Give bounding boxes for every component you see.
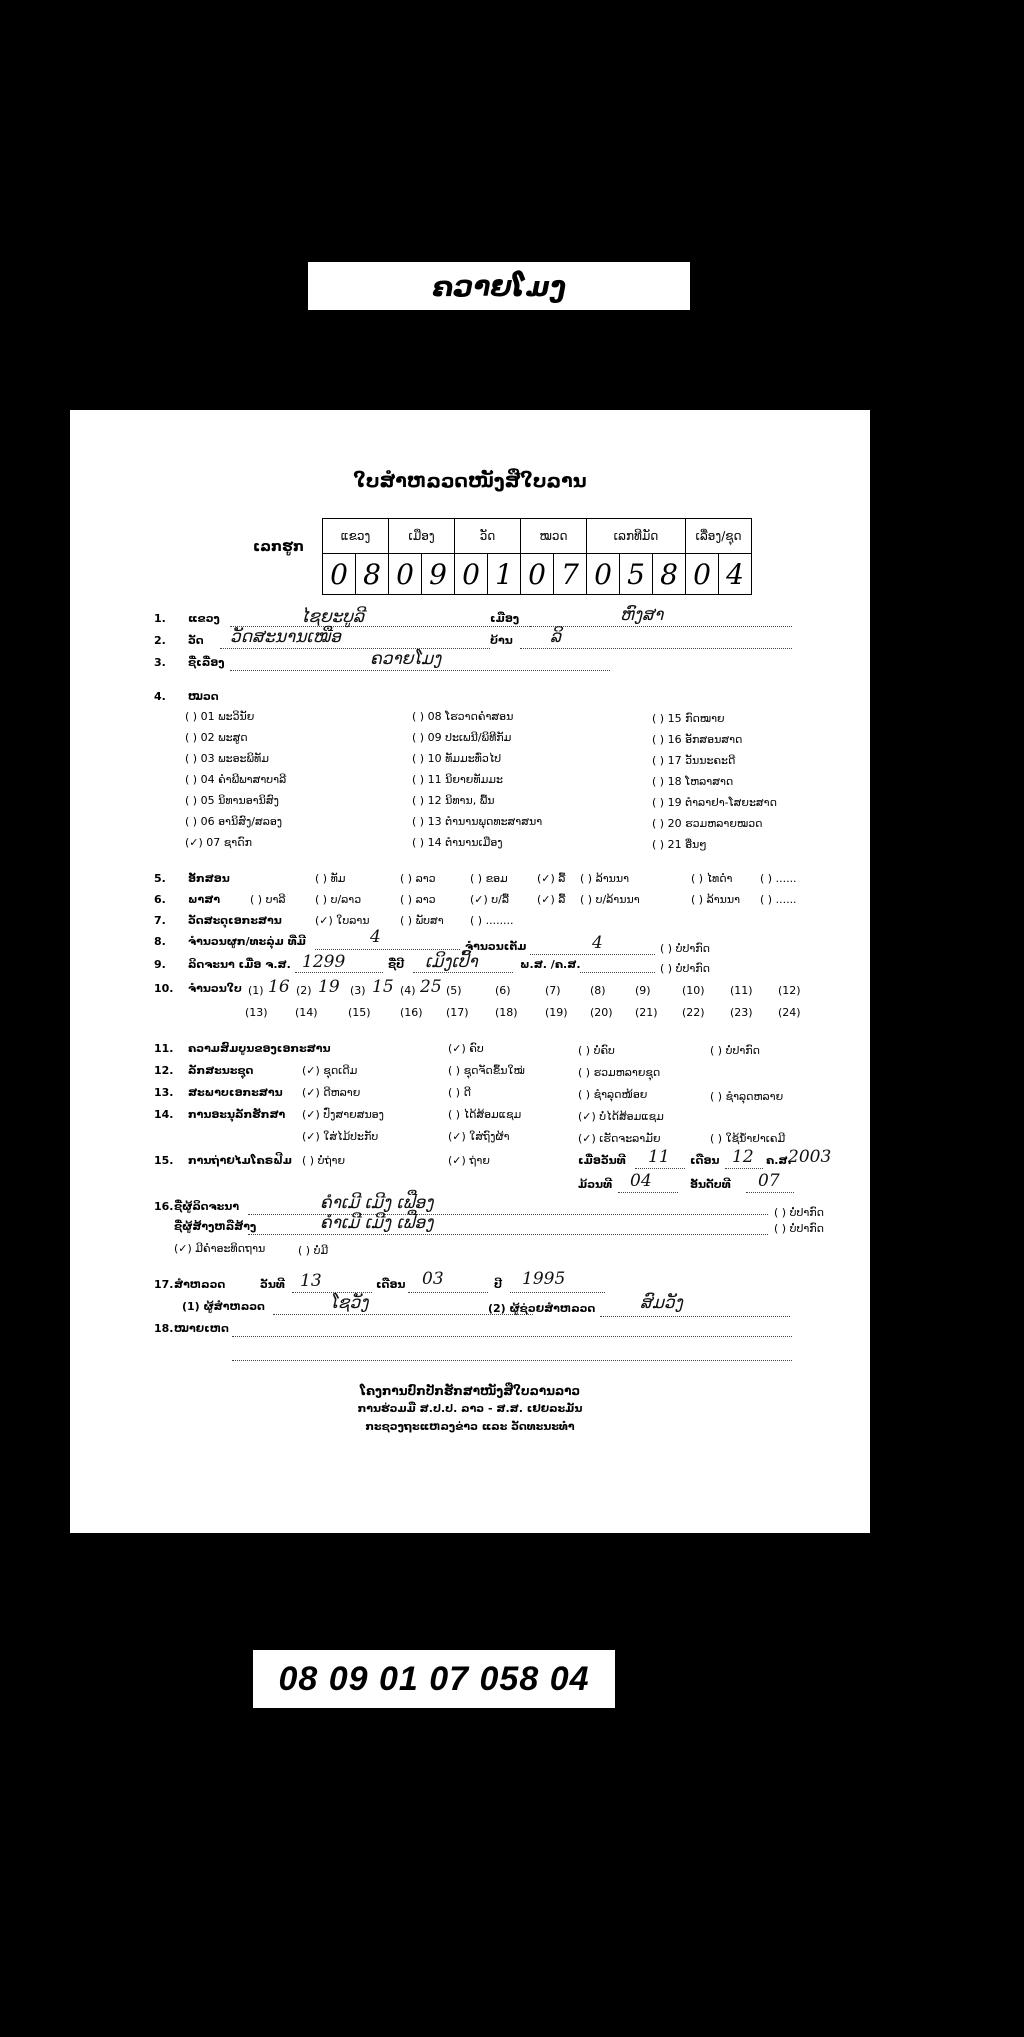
row8-label2: ຈຳນວນເຕັມ [465,940,527,953]
language-option[interactable]: ( ) ລາວ [400,893,436,906]
survey-year: 1995 [522,1269,566,1289]
row9-label2: ຊື່ປີ [388,958,405,971]
row14-label: ການອະນຸລັກຮັກສາ [188,1108,286,1121]
leaves-index: (1) [248,984,264,997]
row16-label2: ຊື່ຜູ້ສ້າງຫລືສ້າງ [174,1220,257,1233]
conservation-option-selected[interactable]: (✓) ເຮັດຈະລາມັຍ [578,1132,661,1145]
leaves-index: (21) [635,1006,658,1019]
footer-cooperation: ການຮ່ວມມື ສ.ປ.ປ. ລາວ - ສ.ສ. ເຢຍລະມັນ [357,1402,583,1415]
survey-day-label: ວັນທີ [260,1278,285,1291]
leaves-index: (22) [682,1006,705,1019]
category-option[interactable]: ( ) 09 ປະເພນີ/ພິທີກັມ [412,731,512,744]
fascicles-count: 4 [370,927,381,947]
row2-num: 2. [154,634,166,647]
province-value: ໄຊຍະບູລີ [300,607,365,627]
microfilm-reel: 04 [630,1171,652,1191]
cs-year-value: 1299 [302,952,346,972]
leaves-index: (6) [495,984,511,997]
row11-num: 11. [154,1042,174,1055]
completeness-option[interactable]: ( ) ບໍ່ຄົບ [578,1044,615,1057]
row12-label: ລັກສະນະຊຸດ [188,1064,254,1077]
row9-label: ລິດຈະນາ ເມື່ອ ຈ.ສ. [188,958,291,971]
script-option[interactable]: ( ) ...... [760,872,797,885]
script-option[interactable]: ( ) ລ້ານນາ [580,872,630,885]
district-value: ຫົງສາ [620,605,664,625]
language-option[interactable]: ( ) ບ/ລ້ານນາ [580,893,640,906]
prayer-option[interactable]: ( ) ບໍ່ມີ [298,1244,329,1257]
conservation-option[interactable]: ( ) ໄດ້ສ້ອມແຊມ [448,1108,522,1121]
microfilm-option-selected[interactable]: (✓) ຖ່າຍ [448,1154,490,1167]
microfilm-year: 2003 [788,1147,832,1167]
row7-label: ວັດສະດຸເອກະສານ [188,914,282,927]
category-option[interactable]: ( ) 21 ອື່ນໆ [652,838,707,851]
script-option[interactable]: ( ) ໄທດຳ [691,872,733,885]
leaves-index: (16) [400,1006,423,1019]
leaves-index: (3) [350,984,366,997]
code-label: ເລກຮູກ [253,539,305,555]
category-option[interactable]: ( ) 15 ກົດໝາຍ [652,712,725,725]
category-option[interactable]: ( ) 06 ອານິສົງ/ສລອງ [185,815,283,828]
condition-option[interactable]: ( ) ຊຳລຸດຫລາຍ [710,1090,784,1103]
fascicles-full: 4 [592,933,603,953]
microfilm-frame: 07 [758,1171,780,1191]
language-option-selected[interactable]: (✓) ບ/ລື້ [470,893,510,906]
leaves-index: (4) [400,984,416,997]
survey-month: 03 [422,1269,444,1289]
row2-label: ວັດ [188,634,204,647]
microfilm-reel-label: ມ້ວນທີ [578,1178,613,1191]
sponsor-unknown-option[interactable]: ( ) ບໍ່ປາກົດ [774,1222,824,1235]
code-digit: 0 [686,554,719,595]
row5-num: 5. [154,872,166,885]
code-digit: 8 [653,554,686,595]
scribe-unknown-option[interactable]: ( ) ບໍ່ປາກົດ [774,1206,824,1219]
row4-label: ໝວດ [188,690,219,703]
code-digit: 5 [620,554,653,595]
material-option-selected[interactable]: (✓) ໃບລານ [315,914,370,927]
helper-label: (2) ຜູ້ຊ່ວຍສຳຫລວດ [488,1302,596,1315]
conservation-option-selected[interactable]: (✓) ປົ່ງສາຍສນອງ [302,1108,384,1121]
leaves-count: 25 [420,977,442,997]
language-option-selected[interactable]: (✓) ລື້ [537,893,566,906]
microfilm-month: 12 [732,1147,754,1167]
row9-unknown-option[interactable]: ( ) ບໍ່ປາກົດ [660,962,710,975]
leaves-index: (11) [730,984,753,997]
code-header-district: ເມືອງ [389,519,455,554]
category-option[interactable]: ( ) 01 ພະວິນັຍ [185,710,255,723]
category-option[interactable]: ( ) 20 ຮວມຫລາຍໝວດ [652,817,763,830]
leaves-index: (24) [778,1006,801,1019]
category-option[interactable]: ( ) 12 ນິທານ, ພື້ນ [412,794,495,807]
row12-num: 12. [154,1064,174,1077]
year-name-value: ເມິງເປົ້າ [425,952,478,972]
code-digit: 4 [719,554,752,595]
row14-num: 14. [154,1108,174,1121]
leaves-index: (13) [245,1006,268,1019]
leaves-index: (14) [295,1006,318,1019]
survey-year-label: ປີ [494,1278,502,1291]
code-header-province: ແຂວງ [323,519,389,554]
sponsor-name: ຄຳເມີ ເມີງ ເຟືອງ [320,1213,434,1233]
category-option[interactable]: ( ) 16 ອັກສອນສາດ [652,733,743,746]
leaves-index: (2) [296,984,312,997]
leaves-index: (12) [778,984,801,997]
material-option[interactable]: ( ) ........ [470,914,514,927]
code-digit: 1 [488,554,521,595]
leaves-count: 19 [318,977,340,997]
script-option[interactable]: ( ) ລາວ [400,872,436,885]
row16-num: 16. [154,1200,174,1213]
script-option[interactable]: ( ) ທັມ [315,872,346,885]
leaves-index: (20) [590,1006,613,1019]
leaves-index: (7) [545,984,561,997]
row10-label: ຈຳນວນໃບ [188,982,242,995]
row1-label2: ເມືອງ [490,612,520,625]
conservation-option[interactable]: ( ) ໃຊ້ນ້ຳຢາເຄມີ [710,1132,786,1145]
title-value: ຄວາຍໂມງ [370,649,442,669]
row13-label: ສະພາບເອກະສານ [188,1086,283,1099]
row13-num: 13. [154,1086,174,1099]
category-option[interactable]: ( ) 04 ຄຳພີພາສາບາລີ [185,773,287,786]
row9-label3: ພ.ສ. /ຄ.ສ. [520,958,581,971]
set-option-selected[interactable]: (✓) ຊຸດເດີມ [302,1064,358,1077]
leaves-index: (5) [446,984,462,997]
row8-unknown-option[interactable]: ( ) ບໍ່ປາກົດ [660,942,710,955]
leaves-index: (17) [446,1006,469,1019]
row18-label: ໝາຍເຫດ [174,1322,229,1335]
row16-label: ຊື່ຜູ້ລິດຈະນາ [174,1200,240,1213]
bottom-code-label: 08 09 01 07 058 04 [253,1650,615,1708]
code-digit: 7 [554,554,587,595]
code-digit: 0 [521,554,554,595]
row1-num: 1. [154,612,166,625]
footer-project: ໂຄງການປົກປັກຮັກສາໜັງສືໃບລານລາວ [359,1384,581,1398]
code-header-category: ໝວດ [521,519,587,554]
code-digit: 0 [587,554,620,595]
leaves-index: (23) [730,1006,753,1019]
condition-option[interactable]: ( ) ດີ [448,1086,471,1099]
script-option[interactable]: ( ) ຂອມ [470,872,508,885]
leaves-count: 15 [372,977,394,997]
village-value: ລິ [550,627,562,647]
row8-num: 8. [154,935,166,948]
script-option-selected[interactable]: (✓) ລື້ [537,872,566,885]
row17-label: ສຳຫລວດ [174,1278,226,1291]
set-option[interactable]: ( ) ຊຸດຈັດຂຶ້ນໃໝ່ [448,1064,525,1077]
survey-form-sheet [70,410,870,1533]
category-option[interactable]: ( ) 08 ໂຮວາດຄຳສອນ [412,710,514,723]
microfilm-day: 11 [648,1147,670,1167]
code-header-story: ເລື່ອງ/ຊຸດ [686,519,752,554]
condition-option[interactable]: ( ) ຊຳລຸດໜ້ອຍ [578,1088,648,1101]
row18-num: 18. [154,1322,174,1335]
category-option-selected[interactable]: (✓) 07 ຊາດົກ [185,836,252,849]
microfilm-date-label: ເມື່ອວັນທີ [578,1154,626,1167]
row7-num: 7. [154,914,166,927]
scribe-name: ຄຳເມີ ເມີງ ເຟືອງ [320,1193,434,1213]
code-digit: 0 [389,554,422,595]
leaves-index: (9) [635,984,651,997]
code-digit: 8 [356,554,389,595]
row9-num: 9. [154,958,166,971]
code-table [322,518,752,595]
category-option[interactable]: ( ) 02 ພະສູດ [185,731,248,744]
row3-num: 3. [154,656,166,669]
code-digit: 0 [455,554,488,595]
language-option[interactable]: ( ) ລ້ານນາ [691,893,741,906]
row15-num: 15. [154,1154,174,1167]
microfilm-year-label: ຄ.ສ. [766,1154,792,1167]
survey-day: 13 [300,1271,322,1291]
leaves-index: (19) [545,1006,568,1019]
leaves-count: 16 [268,977,290,997]
row1-label: ແຂວງ [188,612,220,625]
code-digit: 9 [422,554,455,595]
conservation-option-selected[interactable]: (✓) ບໍ່ໄດ້ສ້ອມແຊມ [578,1110,664,1123]
category-option[interactable]: ( ) 19 ຕຳລາຢາ-ໂສຍະສາດ [652,796,777,809]
row8-label: ຈຳນວນຜູກ/ທະລຸ່ມ ທີ່ມີ [188,935,306,948]
surveyor-name: ໂຊວັງ [330,1293,369,1313]
category-option[interactable]: ( ) 11 ນິຍາຍທັມມະ [412,773,503,786]
conservation-option-selected[interactable]: (✓) ໃສ່ຖົງຜ້າ [448,1130,510,1143]
category-option[interactable]: ( ) 18 ໂຫລາສາດ [652,775,734,788]
row6-num: 6. [154,893,166,906]
row17-num: 17. [154,1278,174,1291]
set-option[interactable]: ( ) ຮວມຫລາຍຊຸດ [578,1066,661,1079]
category-option[interactable]: ( ) 10 ທັມມະທົ່ວໄປ [412,752,502,765]
form-title: ໃບສຳຫລວດໜັງສືໃບລານ [353,470,587,492]
header-title-label: ຄວາຍໂມງ [308,262,690,310]
footer-ministry: ກະຊວງຖະແຫລງຂ່າວ ແລະ ວັດທະນະທຳ [365,1420,575,1433]
material-option[interactable]: ( ) ພັບສາ [400,914,444,927]
row6-label: ພາສາ [188,893,221,906]
condition-option-selected[interactable]: (✓) ດີຫລາຍ [302,1086,361,1099]
temple-value: ວັດສະນານເໝືອ [230,627,342,647]
category-option[interactable]: ( ) 17 ວັນນະຄະດີ [652,754,736,767]
category-option[interactable]: ( ) 03 ພະອະພິທັມ [185,752,269,765]
microfilm-frame-label: ອັນດັບທີ [690,1178,731,1191]
row11-label: ຄວາມສົມບູນຂອງເອກະສານ [188,1042,331,1055]
row4-num: 4. [154,690,166,703]
row5-label: ອັກສອນ [188,872,230,885]
leaves-index: (8) [590,984,606,997]
prayer-option-selected[interactable]: (✓) ມີຄຳອະທິດຖານ [174,1242,266,1255]
code-header-bundle: ເລກທີມັດ [587,519,686,554]
language-option[interactable]: ( ) ...... [760,893,797,906]
category-option[interactable]: ( ) 13 ຕຳນານພຸດທະສາສນາ [412,815,543,828]
row10-num: 10. [154,982,174,995]
completeness-option-selected[interactable]: (✓) ຄົບ [448,1042,484,1055]
category-option[interactable]: ( ) 14 ຕຳນານເມືອງ [412,836,503,849]
surveyor-label: (1) ຜູ້ສຳຫລວດ [182,1300,265,1313]
code-header-temple: ວັດ [455,519,521,554]
category-option[interactable]: ( ) 05 ນິທານອານິສົງ [185,794,279,807]
microfilm-option[interactable]: ( ) ບໍ່ຖ່າຍ [302,1154,346,1167]
leaves-index: (18) [495,1006,518,1019]
helper-name: ສົມວັງ [640,1293,683,1313]
microfilm-month-label: ເດືອນ [690,1154,720,1167]
conservation-option-selected[interactable]: (✓) ໃສ່ໄມ້ປະກັບ [302,1130,379,1143]
leaves-index: (15) [348,1006,371,1019]
row15-label: ການຖ່າຍໄມໂຄຣຟີມ [188,1154,292,1167]
survey-month-label: ເດືອນ [376,1278,406,1291]
completeness-option[interactable]: ( ) ບໍ່ປາກົດ [710,1044,760,1057]
leaves-index: (10) [682,984,705,997]
row3-label: ຊື່ເລື່ອງ [188,656,225,669]
language-option[interactable]: ( ) ບ/ລາວ [315,893,362,906]
row2-label2: ບ້ານ [490,634,513,647]
code-digit: 0 [323,554,356,595]
language-option[interactable]: ( ) ບາລີ [250,893,286,906]
